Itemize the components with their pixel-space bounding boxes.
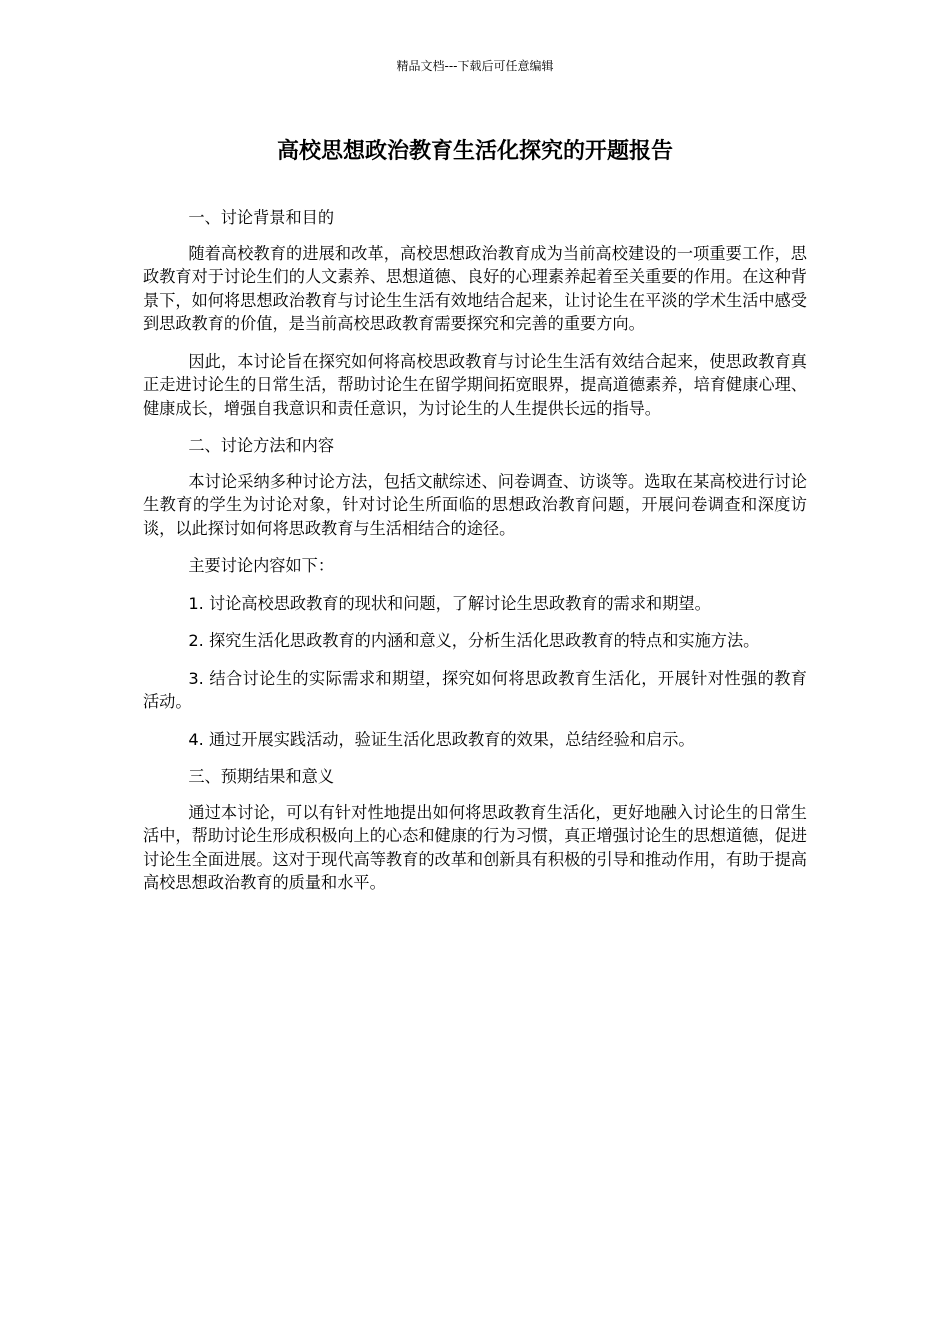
paragraph-results-1: 通过本讨论，可以有针对性地提出如何将思政教育生活化，更好地融入讨论生的日常生活中，帮助讨论生形成积极向上的心态和健康的行为习惯，真正增强讨论生的思想道德，促进讨论生全面进展。这对于现代高等教育的改革和创新具有积极的引导和推动作用，有助于提高高校思想政治教育的质量和水平。 <box>143 802 807 892</box>
paragraph-background-2: 因此，本讨论旨在探究如何将高校思政教育与讨论生生活有效结合起来，使思政教育真正走进讨论生的日常生活，帮助讨论生在留学期间拓宽眼界，提高道德素养，培育健康心理、健康成长，增强自我意识和责任意识，为讨论生的人生提供长远的指导。 <box>143 351 807 418</box>
section-heading-methods: 二、讨论方法和内容 <box>188 436 335 455</box>
header-note: 精品文档---下载后可任意编辑 <box>396 59 554 73</box>
list-item-content-1: 1. 讨论高校思政教育的现状和问题，了解讨论生思政教育的需求和期望。 <box>188 593 711 613</box>
list-item-content-2: 2. 探究生活化思政教育的内涵和意义，分析生活化思政教育的特点和实施方法。 <box>188 631 760 650</box>
document-body <box>143 206 807 909</box>
section-heading-results: 三、预期结果和意义 <box>188 767 335 786</box>
paragraph-methods-intro: 主要讨论内容如下： <box>188 556 335 575</box>
section-heading-background: 一、讨论背景和目的 <box>188 208 335 227</box>
list-item-content-4: 4. 通过开展实践活动，验证生活化思政教育的效果，总结经验和启示。 <box>188 729 695 749</box>
list-item-content-3: 3. 结合讨论生的实际需求和期望，探究如何将思政教育生活化，开展针对性强的教育活动。 <box>143 668 807 711</box>
paragraph-background-1: 随着高校教育的进展和改革，高校思想政治教育成为当前高校建设的一项重要工作，思政教育对于讨论生们的人文素养、思想道德、良好的心理素养起着至关重要的作用。在这种背景下，如何将思想政治教育与讨论生生活有效地结合起来，让讨论生在平淡的学术生活中感受到思政教育的价值，是当前高校思政教育需要探究和完善的重要方向。 <box>143 243 807 333</box>
paragraph-methods-1: 本讨论采纳多种讨论方法，包括文献综述、问卷调查、访谈等。选取在某高校进行讨论生教育的学生为讨论对象，针对讨论生所面临的思想政治教育问题，开展问卷调查和深度访谈，以此探讨如何将思政教育与生活相结合的途径。 <box>143 471 807 538</box>
document-title: 高校思想政治教育生活化探究的开题报告 <box>276 139 673 164</box>
